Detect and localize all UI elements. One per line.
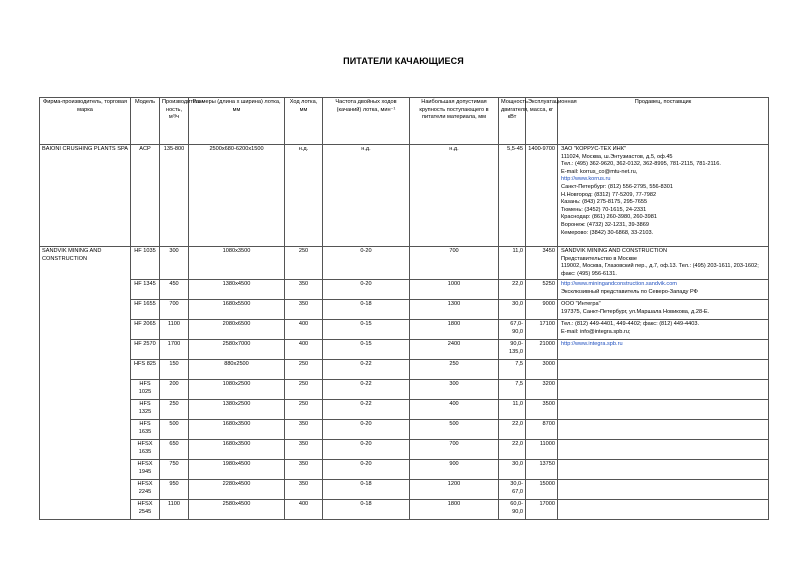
- model-cell: HFSX 1635: [131, 440, 160, 460]
- power-cell: 30,0: [499, 300, 526, 320]
- seller-cell: [558, 460, 769, 480]
- seller-cell: [558, 280, 769, 300]
- mass-cell: 21000: [526, 340, 558, 360]
- seller-cell: [558, 360, 769, 380]
- seller-line: Тел.: (495) 362-9620, 362-0132, 362-8995, 781-2115, 781-2116.: [561, 161, 721, 168]
- size-cell: 2500x680-6200x1500: [189, 145, 285, 247]
- maker-cell: BAIONI CRUSHING PLANTS SPA: [40, 145, 131, 247]
- col-header-model: Модель: [131, 98, 160, 145]
- model-cell: HF 2570: [131, 340, 160, 360]
- table-row: [40, 420, 769, 440]
- seller-line: Н.Новгород: (8312) 77-5209, 77-7982: [561, 191, 657, 198]
- model-cell: HF 1655: [131, 300, 160, 320]
- power-cell: 60,0-90,0: [499, 500, 526, 520]
- mass-cell: 11000: [526, 440, 558, 460]
- stroke-cell: 400: [285, 500, 323, 520]
- model-cell: HF 1035: [131, 247, 160, 280]
- frequency-cell: 0-22: [323, 380, 410, 400]
- table-row: [40, 247, 769, 280]
- seller-cell: [558, 247, 769, 280]
- power-cell: 7,5: [499, 380, 526, 400]
- table-row: [40, 280, 769, 300]
- col-header-size: Размеры (длина х ширина) лотка, мм: [189, 98, 285, 145]
- stroke-cell: 250: [285, 360, 323, 380]
- frequency-cell: 0-20: [323, 420, 410, 440]
- seller-cell: [558, 400, 769, 420]
- max-size-cell: 700: [410, 247, 499, 280]
- size-cell: 1680x3500: [189, 420, 285, 440]
- seller-line: 119002, Москва, Глазовский пер., д.7, оф.13. Тел.: (495) 203-1611, 203-1602; факс: (495) 956-6131.: [561, 263, 759, 277]
- size-cell: 1080x2500: [189, 380, 285, 400]
- seller-line: Воронеж: (4732) 32-1231, 39-3869: [561, 221, 649, 228]
- productivity-cell: 300: [160, 247, 189, 280]
- productivity-cell: 250: [160, 400, 189, 420]
- mass-cell: 3450: [526, 247, 558, 280]
- model-cell: HFS 1325: [131, 400, 160, 420]
- mass-cell: 8700: [526, 420, 558, 440]
- max-size-cell: 900: [410, 460, 499, 480]
- table-row: [40, 300, 769, 320]
- size-cell: 1980x4500: [189, 460, 285, 480]
- seller-cell: [558, 440, 769, 460]
- frequency-cell: 0-18: [323, 500, 410, 520]
- maker-cell: SANDVIK MINING AND CONSTRUCTION: [40, 247, 131, 520]
- col-header-stroke: Ход лотка, мм: [285, 98, 323, 145]
- max-size-cell: 1000: [410, 280, 499, 300]
- productivity-cell: 750: [160, 460, 189, 480]
- model-cell: HF 2065: [131, 320, 160, 340]
- mass-cell: 3200: [526, 380, 558, 400]
- max-size-cell: н.д.: [410, 145, 499, 247]
- seller-line: Тюмень: (3452) 70-1615, 24-2331: [561, 206, 647, 213]
- col-header-max-size: Наибольшая допустимая крупность поступающего в питатели материала, мм: [410, 98, 499, 145]
- seller-line: ООО "Интегра": [561, 301, 601, 308]
- seller-cell: [558, 300, 769, 320]
- stroke-cell: 350: [285, 460, 323, 480]
- productivity-cell: 1700: [160, 340, 189, 360]
- table-row: [40, 480, 769, 500]
- stroke-cell: 250: [285, 400, 323, 420]
- frequency-cell: 0-15: [323, 320, 410, 340]
- productivity-cell: 650: [160, 440, 189, 460]
- table-row: [40, 340, 769, 360]
- size-cell: 2280x4500: [189, 480, 285, 500]
- frequency-cell: 0-20: [323, 440, 410, 460]
- seller-line: Краснодар: (861) 260-3980, 260-3981: [561, 214, 657, 221]
- productivity-cell: 135-800: [160, 145, 189, 247]
- seller-cell: [558, 420, 769, 440]
- col-header-productivity: Производитель-ность, м³/ч: [160, 98, 189, 145]
- model-cell: HFS 1635: [131, 420, 160, 440]
- productivity-cell: 200: [160, 380, 189, 400]
- max-size-cell: 700: [410, 440, 499, 460]
- page-title: ПИТАТЕЛИ КАЧАЮЩИЕСЯ: [343, 56, 464, 66]
- power-cell: 11,0: [499, 400, 526, 420]
- mass-cell: 9000: [526, 300, 558, 320]
- power-cell: 22,0: [499, 440, 526, 460]
- seller-line: Казань: (843) 275-8175, 295-7655: [561, 199, 648, 206]
- col-header-power: Мощность двигателя, кВт: [499, 98, 526, 145]
- seller-line: ЗАО "КОРРУС-ТЕХ ИНК": [561, 146, 626, 152]
- col-header-frequency: Частота двойных ходов (качаний) лотка, мин⁻¹: [323, 98, 410, 145]
- stroke-cell: 250: [285, 247, 323, 280]
- size-cell: 880x2500: [189, 360, 285, 380]
- stroke-cell: н.д.: [285, 145, 323, 247]
- max-size-cell: 1800: [410, 320, 499, 340]
- size-cell: 2080x6500: [189, 320, 285, 340]
- model-cell: HFSX 1945: [131, 460, 160, 480]
- col-header-mass: Эксплуатационная масса, кг: [526, 98, 558, 145]
- max-size-cell: 500: [410, 420, 499, 440]
- frequency-cell: 0-20: [323, 460, 410, 480]
- size-cell: 1380x2500: [189, 400, 285, 420]
- seller-cell: [558, 500, 769, 520]
- size-cell: 1680x5500: [189, 300, 285, 320]
- seller-line: SANDVIK MINING AND CONSTRUCTION: [561, 248, 667, 254]
- max-size-cell: 1300: [410, 300, 499, 320]
- seller-link[interactable]: http://www.korrus.ru: [561, 176, 611, 183]
- model-cell: HFS 825: [131, 360, 160, 380]
- power-cell: 5,5-45: [499, 145, 526, 247]
- table-row: [40, 440, 769, 460]
- frequency-cell: 0-18: [323, 480, 410, 500]
- stroke-cell: 350: [285, 420, 323, 440]
- frequency-cell: 0-15: [323, 340, 410, 360]
- productivity-cell: 950: [160, 480, 189, 500]
- table-row: [40, 380, 769, 400]
- seller-line: E-mail: korrus_co@mtu-net.ru,: [561, 168, 638, 175]
- mass-cell: 17100: [526, 320, 558, 340]
- table-row: [40, 460, 769, 480]
- mass-cell: 1400-9700: [526, 145, 558, 247]
- seller-link[interactable]: http://www.miningandconstruction.sandvik.com: [561, 281, 677, 288]
- productivity-cell: 150: [160, 360, 189, 380]
- power-cell: 30,0-67,0: [499, 480, 526, 500]
- seller-cell: [558, 145, 769, 247]
- col-header-maker: Фирма-производитель, торговая марка: [40, 98, 131, 145]
- stroke-cell: 400: [285, 340, 323, 360]
- seller-link[interactable]: http://www.integra.spb.ru: [561, 341, 623, 348]
- model-cell: HFS 1025: [131, 380, 160, 400]
- frequency-cell: 0-20: [323, 280, 410, 300]
- size-cell: 1080x3500: [189, 247, 285, 280]
- seller-cell: [558, 340, 769, 360]
- size-cell: 2580x4500: [189, 500, 285, 520]
- max-size-cell: 300: [410, 380, 499, 400]
- feeders-table: [39, 97, 769, 520]
- max-size-cell: 2400: [410, 340, 499, 360]
- frequency-cell: 0-20: [323, 247, 410, 280]
- stroke-cell: 350: [285, 280, 323, 300]
- seller-line: Кемерово: (3842) 30-6868, 33-2103.: [561, 229, 654, 236]
- productivity-cell: 700: [160, 300, 189, 320]
- max-size-cell: 1200: [410, 480, 499, 500]
- power-cell: 7,5: [499, 360, 526, 380]
- seller-cell: [558, 380, 769, 400]
- power-cell: 90,0-135,0: [499, 340, 526, 360]
- seller-line: 197375, Санкт-Петербург, ул.Маршала Новикова, д.28-Е.: [561, 308, 710, 315]
- header-row: [40, 98, 769, 145]
- model-cell: ACP: [131, 145, 160, 247]
- stroke-cell: 400: [285, 320, 323, 340]
- table-row: [40, 400, 769, 420]
- power-cell: 30,0: [499, 460, 526, 480]
- seller-line: Тел.: (812) 449-4401, 449-4402; факс: (812) 449-4403.: [561, 321, 699, 328]
- seller-cell: [558, 320, 769, 340]
- frequency-cell: 0-18: [323, 300, 410, 320]
- size-cell: 1680x3500: [189, 440, 285, 460]
- table-row: [40, 145, 769, 247]
- seller-line: Представительство в Москве: [561, 255, 638, 262]
- model-cell: HFSX 2245: [131, 480, 160, 500]
- table-row: [40, 500, 769, 520]
- mass-cell: 17000: [526, 500, 558, 520]
- power-cell: 67,0-90,0: [499, 320, 526, 340]
- stroke-cell: 350: [285, 480, 323, 500]
- stroke-cell: 350: [285, 440, 323, 460]
- frequency-cell: 0-22: [323, 360, 410, 380]
- col-header-seller: Продавец, поставщик: [558, 98, 769, 145]
- mass-cell: 13750: [526, 460, 558, 480]
- seller-line: Санкт-Петербург: (812) 556-2795, 556-8301: [561, 183, 673, 190]
- power-cell: 22,0: [499, 420, 526, 440]
- power-cell: 22,0: [499, 280, 526, 300]
- stroke-cell: 350: [285, 300, 323, 320]
- size-cell: 2580x7000: [189, 340, 285, 360]
- table-row: [40, 360, 769, 380]
- mass-cell: 3500: [526, 400, 558, 420]
- productivity-cell: 500: [160, 420, 189, 440]
- stroke-cell: 250: [285, 380, 323, 400]
- model-cell: HF 1345: [131, 280, 160, 300]
- productivity-cell: 1100: [160, 500, 189, 520]
- productivity-cell: 1100: [160, 320, 189, 340]
- power-cell: 11,0: [499, 247, 526, 280]
- table-row: [40, 320, 769, 340]
- frequency-cell: н.д.: [323, 145, 410, 247]
- mass-cell: 5250: [526, 280, 558, 300]
- max-size-cell: 400: [410, 400, 499, 420]
- max-size-cell: 250: [410, 360, 499, 380]
- size-cell: 1380x4500: [189, 280, 285, 300]
- model-cell: HFSX 2545: [131, 500, 160, 520]
- seller-line: 111024, Москва, ш.Энтузиастов, д.5, оф.45: [561, 153, 673, 160]
- seller-line: Эксклюзивный представитель по Северо-Западу РФ: [561, 288, 698, 295]
- mass-cell: 15000: [526, 480, 558, 500]
- seller-line: E-mail: info@integra.spb.ru;: [561, 328, 631, 335]
- seller-cell: [558, 480, 769, 500]
- max-size-cell: 1800: [410, 500, 499, 520]
- frequency-cell: 0-22: [323, 400, 410, 420]
- mass-cell: 3000: [526, 360, 558, 380]
- productivity-cell: 450: [160, 280, 189, 300]
